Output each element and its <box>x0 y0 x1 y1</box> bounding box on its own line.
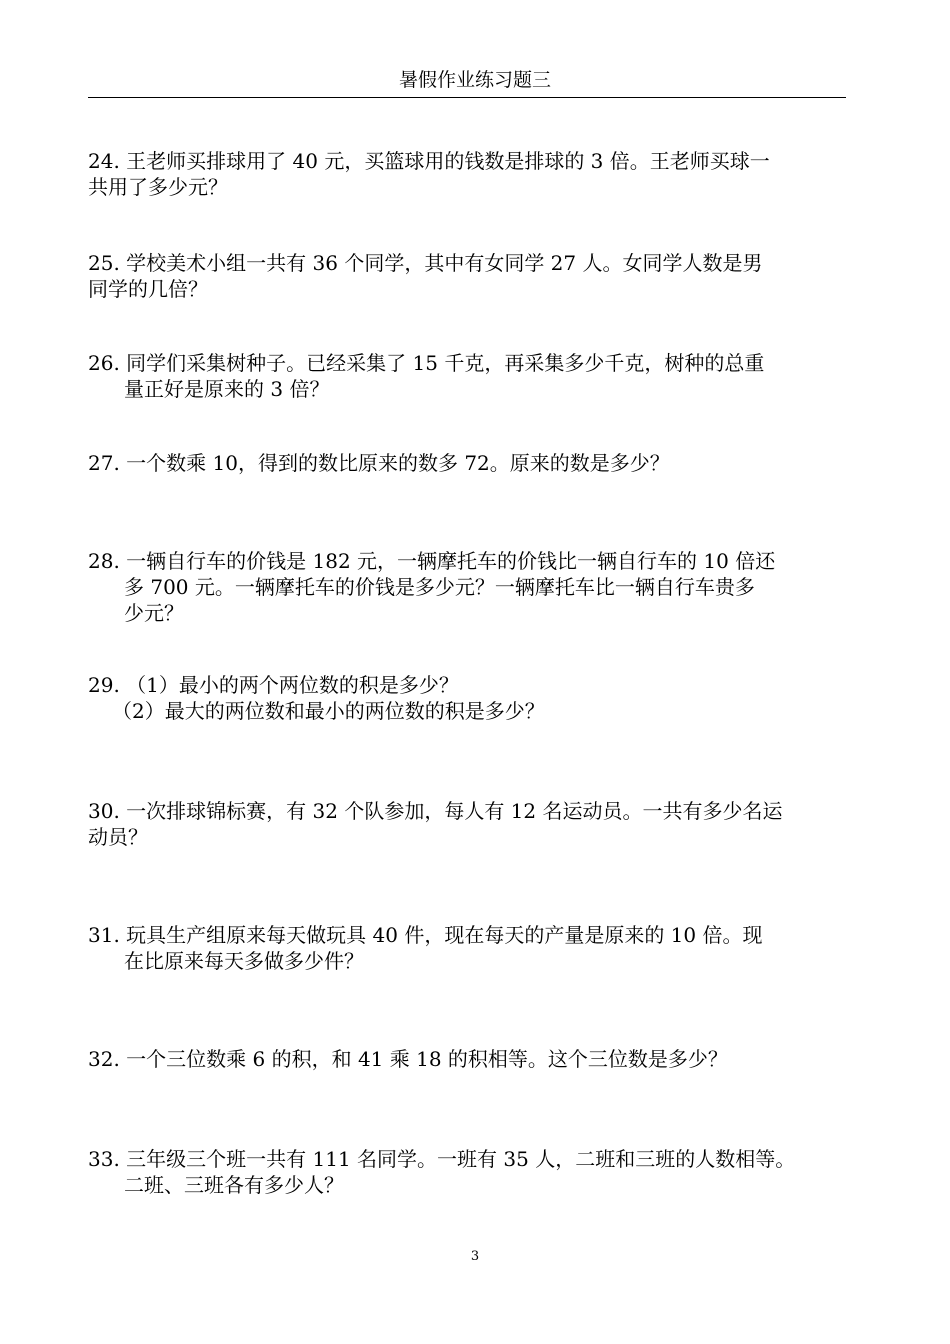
question-line: 25. 学校美术小组一共有 36 个同学，其中有女同学 27 人。女同学人数是男 <box>88 251 763 275</box>
question-line: 共用了多少元？ <box>88 175 228 199</box>
question-30 <box>88 798 868 850</box>
question-line: 多 700 元。一辆摩托车的价钱是多少元？一辆摩托车比一辆自行车贵多 <box>124 575 755 599</box>
question-29 <box>88 672 868 724</box>
question-line: 少元？ <box>124 601 184 625</box>
question-line: 33. 三年级三个班一共有 111 名同学。一班有 35 人，二班和三班的人数相等。 <box>88 1147 796 1171</box>
question-line: 量正好是原来的 3 倍？ <box>124 377 330 401</box>
question-33 <box>88 1146 868 1198</box>
question-line: 二班、三班各有多少人？ <box>124 1173 344 1197</box>
question-line: 30. 一次排球锦标赛，有 32 个队参加，每人有 12 名运动员。一共有多少名运 <box>88 799 783 823</box>
page-number: 3 <box>470 1249 480 1264</box>
question-26 <box>88 350 868 402</box>
question-32 <box>88 1046 868 1072</box>
question-line: （2）最大的两位数和最小的两位数的积是多少？ <box>112 699 545 723</box>
question-line: 28. 一辆自行车的价钱是 182 元，一辆摩托车的价钱比一辆自行车的 10 倍还 <box>88 549 776 573</box>
question-line: 32. 一个三位数乘 6 的积，和 41 乘 18 的积相等。这个三位数是多少？ <box>88 1047 728 1071</box>
question-line: 动员？ <box>88 825 148 849</box>
question-24 <box>88 148 868 200</box>
question-31 <box>88 922 868 974</box>
question-line: 31. 玩具生产组原来每天做玩具 40 件，现在每天的产量是原来的 10 倍。现 <box>88 923 763 947</box>
page-header-title: 暑假作业练习题三 <box>398 69 551 91</box>
question-line: 27. 一个数乘 10，得到的数比原来的数多 72。原来的数是多少？ <box>88 451 670 475</box>
question-line: 24. 王老师买排球用了 40 元，买篮球用的钱数是排球的 3 倍。王老师买球一 <box>88 149 770 173</box>
question-line: 26. 同学们采集树种子。已经采集了 15 千克，再采集多少千克，树种的总重 <box>88 351 765 375</box>
question-25 <box>88 250 868 302</box>
question-27 <box>88 450 868 476</box>
question-line: 同学的几倍？ <box>88 277 208 301</box>
header-divider <box>88 97 846 98</box>
question-28 <box>88 548 868 626</box>
question-line: 在比原来每天多做多少件？ <box>124 949 364 973</box>
question-line: 29. （1）最小的两个两位数的积是多少？ <box>88 673 459 697</box>
